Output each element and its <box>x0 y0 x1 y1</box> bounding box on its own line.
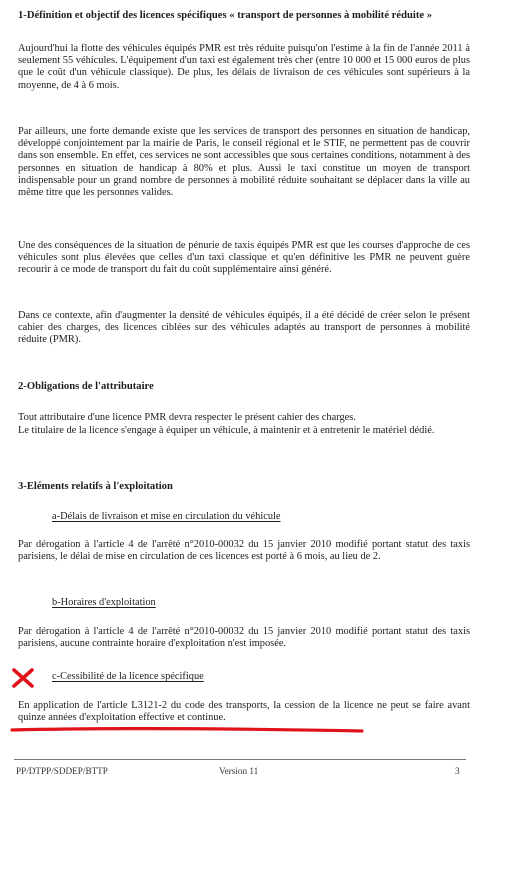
footer-page-number: 3 <box>455 766 460 776</box>
section-1-paragraph-2: Par ailleurs, une forte demande existe que les services de transport des personnes en situation de handicap, développé conjointement par la mairie de Paris, le conseil régional et le STIF, ne permettent pas de couvrir dans son ensemble. En effet, ces services ne sont accessibles que sous certaines conditions, notamment à des personnes en situation de handicap à 80% et plus. Aussi le taxi constitue un moyen de transport indispensable pour un grand nombre de personnes à mobilité réduite souhaitant se déplacer dans la ville au même titre que les personnes valides. <box>18 126 470 199</box>
section-2-paragraph-2: Le titulaire de la licence s'engage à équiper un véhicule, à maintenir et à entretenir le matériel dédié. <box>18 425 435 436</box>
section-2-heading: 2-Obligations de l'attributaire <box>18 381 154 392</box>
section-1-paragraph-3: Une des conséquences de la situation de pénurie de taxis équipés PMR est que les courses d'approche de ces véhicules sont plus élevées que celles d'un taxi classique et qu'en définitive les PMR ne peuvent guère recourir à ce mode de transport du fait du coût supplémentaire ainsi généré. <box>18 240 470 276</box>
subsection-c-text: En application de l'article L3121-2 du code des transports, la cession de la licence ne peut se faire avant quinze années d'exploitation effective et continue. <box>18 700 470 724</box>
section-1-heading: 1-Définition et objectif des licences spécifiques « transport de personnes à mobilité réduite » <box>18 10 432 21</box>
section-3-heading: 3-Eléments relatifs à l'exploitation <box>18 481 173 492</box>
subsection-b-text: Par dérogation à l'article 4 de l'arrêté n°2010-00032 du 15 janvier 2010 modifié portant statut des taxis parisiens, aucune contrainte horaire d'exploitation n'est imposée. <box>18 626 470 650</box>
red-underline <box>10 725 366 735</box>
subsection-b-title: b-Horaires d'exploitation <box>52 597 156 608</box>
section-2-paragraph-1: Tout attributaire d'une licence PMR devra respecter le présent cahier des charges. <box>18 412 356 423</box>
section-1-paragraph-4: Dans ce contexte, afin d'augmenter la densité de véhicules équipés, il a été décidé de créer selon le présent cahier des charges, des licences ciblées sur des véhicules adaptés au transport de personnes à mobilité réduite (PMR). <box>18 310 470 346</box>
footer-rule <box>14 759 466 760</box>
subsection-a-text: Par dérogation à l'article 4 de l'arrêté n°2010-00032 du 15 janvier 2010 modifié portant statut des taxis parisiens, le délai de mise en circulation de ces licences est porté à 6 mois, au lieu de 2. <box>18 539 470 563</box>
cross-icon <box>11 667 35 689</box>
footer-version: Version 11 <box>219 766 259 776</box>
section-1-paragraph-1: Aujourd'hui la flotte des véhicules équipés PMR est très réduite puisqu'on l'estime à la fin de l'année 2011 à seulement 55 véhicules. L'équipement d'un taxi est également très cher (entre 10 000 et 15 000 euros de plus que le coût d'un véhicule classique). De plus, les délais de livraison de ces véhicules sont supérieurs à la moyenne, de 4 à 6 mois. <box>18 43 470 91</box>
footer-reference: PP/DTPP/SDDEP/BTTP <box>16 766 108 776</box>
subsection-c-title: c-Cessibilité de la licence spécifique <box>52 671 204 682</box>
subsection-a-title: a-Délais de livraison et mise en circulation du véhicule <box>52 511 281 522</box>
